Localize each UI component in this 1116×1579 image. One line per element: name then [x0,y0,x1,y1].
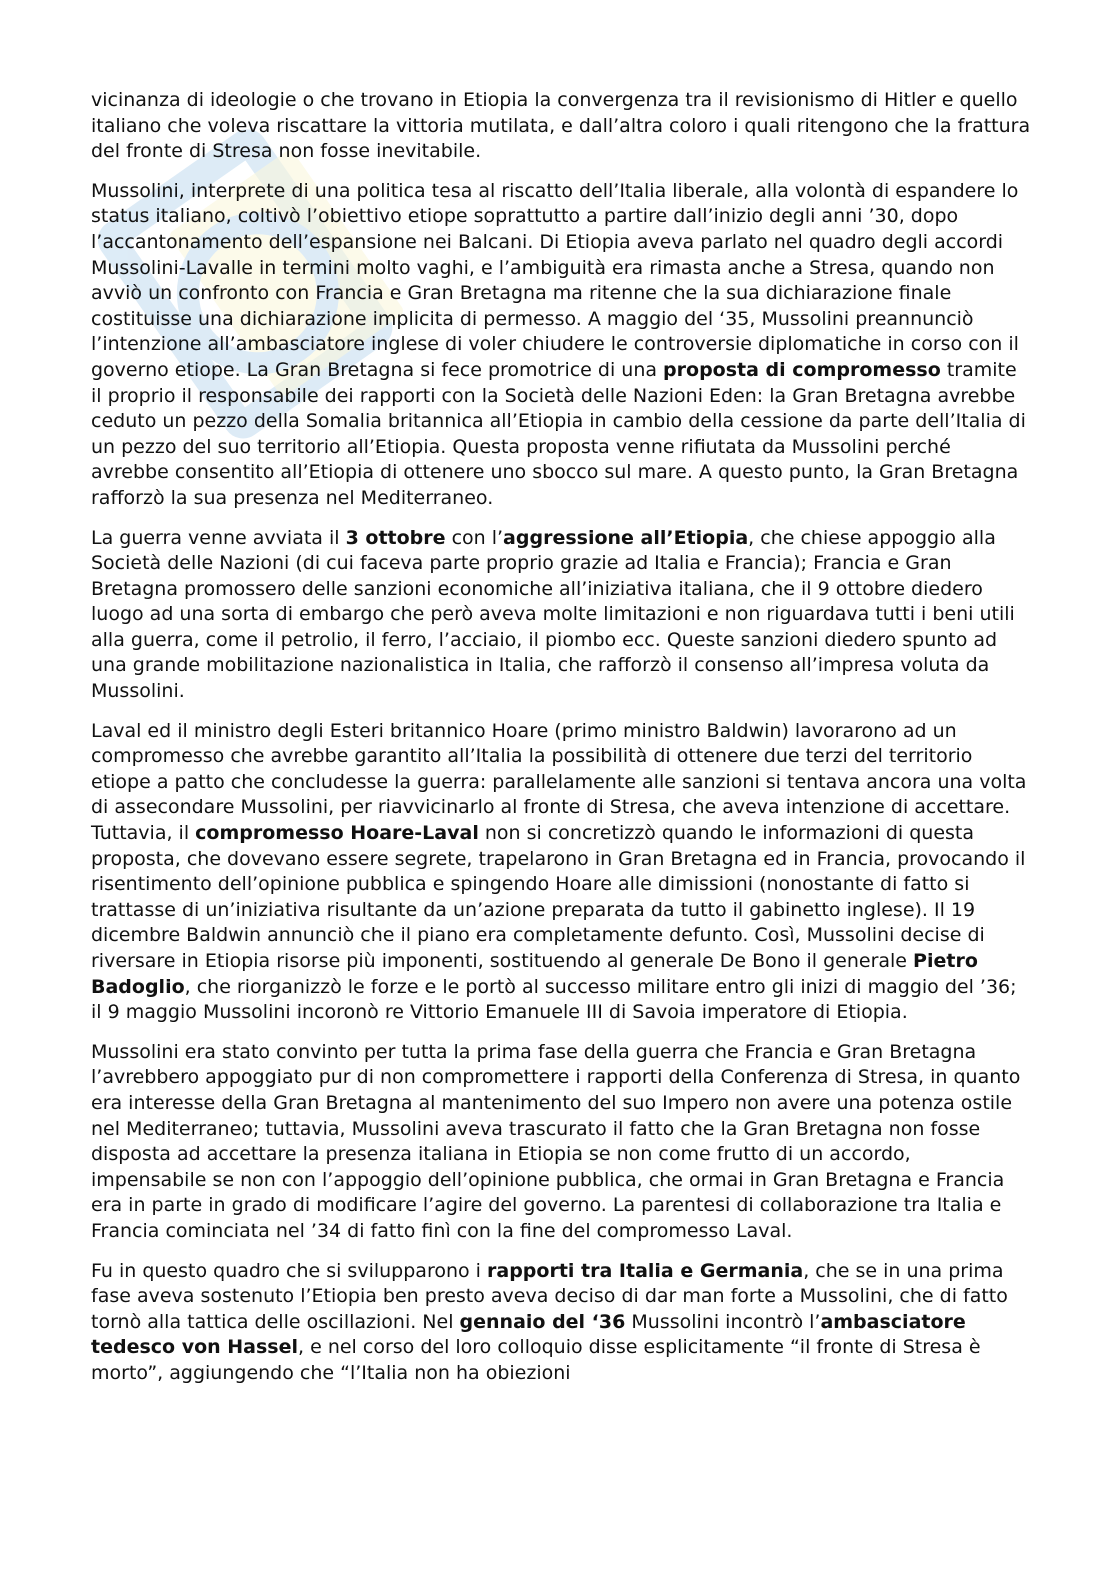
paragraph-5 [91,1040,1031,1245]
bold-term: compromesso Hoare-Laval [195,822,479,845]
bold-term: gennaio del ‘36 [459,1310,626,1333]
text-run: , che riorganizzò le forze e le portò al successo militare entro gli inizi di maggio del ’36; il 9 maggio Mussolini incoronò re Vittorio Emanuele III di Savoia imperatore di Etiopia. [91,975,1017,1024]
text-run: Mussolini incontrò l’ [625,1310,821,1333]
bold-term: 3 ottobre [345,526,446,549]
text-run: Mussolini era stato convinto per tutta la prima fase della guerra che Francia e Gran Bretagna l’avrebbero appoggiato pur di non compromettere i rapporti della Conferenza di Stresa, in quanto era interesse della Gran Bretagna al mantenimento del suo Impero non avere una potenza ostile nel Mediterraneo; tuttavia, Mussolini aveva trascurato il fatto che la Gran Bretagna non fosse disposta ad accettare la presenza italiana in Etiopia se non come frutto di un accordo, impensabile se non con l’appoggio dell’opinione pubblica, che ormai in Gran Bretagna e Francia era in parte in grado di modificare l’agire del governo. La parentesi di collaborazione tra Italia e Francia cominciata nel ’34 di fatto finì con la fine del compromesso Laval. [91,1040,1021,1242]
text-run: Fu in questo quadro che si svilupparono i [91,1259,487,1282]
text-run: , e nel corso del loro colloquio disse esplicitamente “il fronte di Stresa è morto”, aggiungendo che “l’Italia non ha obiezioni [91,1336,981,1384]
paragraph-6 [91,1259,1031,1387]
text-run: La guerra venne avviata il [91,526,346,549]
text-run: vicinanza di ideologie o che trovano in Etiopia la convergenza tra il revisionismo di Hitler e quello italiano che voleva riscattare la vittoria mutilata, e dall’altra coloro i quali ritengono che la frattura del fronte di Stresa non fosse inevitabile. [91,89,1031,163]
text-run: , che se in una prima fase aveva sostenuto l’Etiopia ben presto aveva deciso di dar man forte a Mussolini, che di fatto tornò alla tattica delle oscillazioni. Nel [91,1259,1008,1333]
text-run: non si concretizzò quando le informazioni di questa proposta, che dovevano essere segrete, trapelarono in Gran Bretagna ed in Francia, provocando il risentimento dell’opinione pubblica e spingendo Hoare alle dimissioni (nonostante di fatto si trattasse di un’iniziativa risultante da un’azione preparata da tutto il gabinetto inglese). Il 19 dicembre Baldwin annunciò che il piano era completamente defunto. Così, Mussolini decise di riversare in Etiopia risorse più imponenti, sostituendo al generale De Bono il generale [91,822,1026,972]
bold-term: rapporti tra Italia e Germania [487,1259,804,1282]
text-run: , che chiese appoggio alla Società delle Nazioni (di cui faceva parte proprio grazie ad Italia e Francia); Francia e Gran Bretagna promossero delle sanzioni economiche all’iniziativa italiana, che il 9 ottobre diedero luogo ad una sorta di embargo che però aveva molte limitazioni e non riguardava tutti i beni utili alla guerra, come il petrolio, il ferro, l’acciaio, il piombo ecc. Queste sanzioni diedero spunto ad una grande mobilitazione nazionalistica in Italia, che rafforzò il consenso all’impresa voluta da Mussolini. [91,526,1015,703]
text-run: con l’ [445,526,504,549]
bold-term: Pietro Badoglio [91,950,978,998]
document-body [91,88,1031,1401]
paragraph-4 [91,719,1031,1026]
bold-term: aggressione all’Etiopia [503,526,749,549]
paragraph-1 [91,88,1031,165]
text-run: Laval ed il ministro degli Esteri britannico Hoare (primo ministro Baldwin) lavorarono ad un compromesso che avrebbe garantito all’Italia la possibilità di ottenere due terzi del territorio etiope a patto che concludesse la guerra: parallelamente alle sanzioni si tentava ancora una volta di assecondare Mussolini, per riavvicinarlo al fronte di Stresa, che aveva intenzione di accettare. Tuttavia, il [91,719,1027,845]
bold-term: proposta di compromesso [663,358,941,381]
paragraph-3 [91,526,1031,705]
bold-term: ambasciatore tedesco von Hassel [91,1310,966,1359]
text-run: tramite il proprio il responsabile dei rapporti con la Società delle Nazioni Eden: la Gran Bretagna avrebbe ceduto un pezzo della Somalia britannica all’Etiopia in cambio della cessione da parte dell’Italia di un pezzo del suo territorio all’Etiopia. Questa proposta venne rifiutata da Mussolini perché avrebbe consentito all’Etiopia di ottenere uno sbocco sul mare. A questo punto, la Gran Bretagna rafforzò la sua presenza nel Mediterraneo. [91,358,1026,509]
paragraph-2 [91,179,1031,512]
text-run: Mussolini, interprete di una politica tesa al riscatto dell’Italia liberale, alla volontà di espandere lo status italiano, coltivò l’obiettivo etiope soprattutto a partire dall’inizio degli anni ’30, dopo l’accantonamento dell’espansione nei Balcani. Di Etiopia aveva parlato nel quadro degli accordi Mussolini-Lavalle in termini molto vaghi, e l’ambiguità era rimasta anche a Stresa, quando non avviò un confronto con Francia e Gran Bretagna ma ritenne che la sua dichiarazione finale costituisse una dichiarazione implicita di permesso. A maggio del ‘35, Mussolini preannunciò l’intenzione all’ambasciatore inglese di voler chiudere le controversie diplomatiche in corso con il governo etiope. La Gran Bretagna si fece promotrice di una [91,179,1019,381]
